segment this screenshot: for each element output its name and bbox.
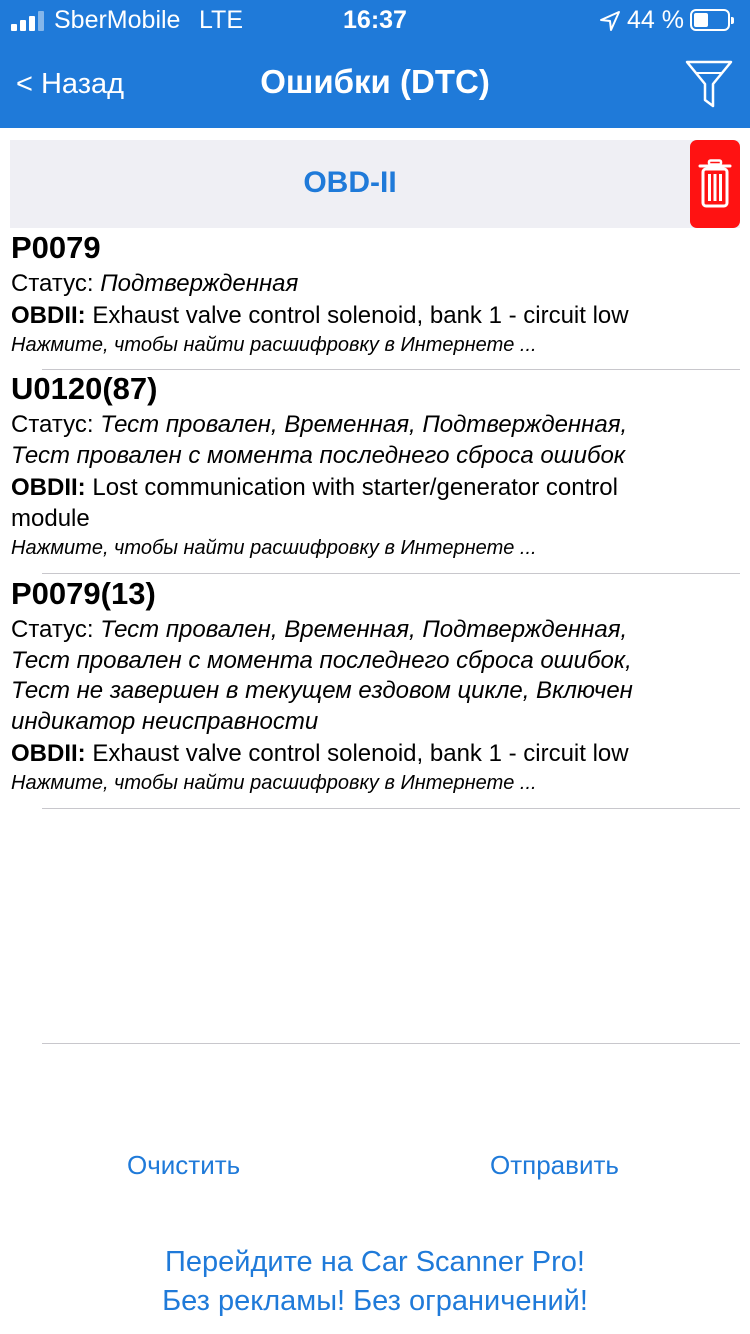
- lookup-hint: Нажмите, чтобы найти расшифровку в Интернете ...: [11, 334, 537, 356]
- page-title: Ошибки (DTC): [260, 63, 490, 100]
- dtc-status: [11, 268, 741, 299]
- status-text: Тест провален, Временная, Подтвержденная,: [100, 411, 628, 438]
- clock: 16:37: [343, 6, 407, 34]
- dtc-code: P0079: [11, 230, 101, 265]
- dtc-description-continued: [11, 503, 741, 534]
- status-text: Тест провален, Временная, Подтвержденная,: [100, 616, 628, 643]
- dtc-status-continued: [11, 675, 741, 706]
- divider: [42, 1043, 740, 1044]
- location-arrow-icon: [599, 10, 621, 32]
- lookup-hint: Нажмите, чтобы найти расшифровку в Интернете ...: [11, 772, 537, 794]
- dtc-description: [11, 300, 741, 331]
- dtc-item[interactable]: [0, 371, 750, 572]
- promo-link-subtitle[interactable]: Без рекламы! Без ограничений!: [162, 1285, 588, 1317]
- dtc-code: P0079(13): [11, 576, 156, 611]
- obd-label: OBDII:: [11, 740, 86, 767]
- status-text: Тест провален с момента последнего сброса ошибок,: [11, 647, 632, 674]
- promo-link[interactable]: Перейдите на Car Scanner Pro!: [165, 1246, 585, 1278]
- obd-label: OBDII:: [11, 474, 86, 501]
- status-label: Статус:: [11, 616, 94, 643]
- dtc-status: [11, 409, 741, 440]
- divider: [42, 369, 740, 370]
- status-label: Статус:: [11, 411, 94, 438]
- status-text: Тест провален с момента последнего сброса ошибок: [11, 442, 626, 469]
- status-text: Тест не завершен в текущем ездовом цикле, Включен: [11, 677, 633, 704]
- dtc-code: U0120(87): [11, 371, 158, 406]
- send-button[interactable]: Отправить: [490, 1150, 619, 1180]
- dtc-item[interactable]: [0, 576, 750, 806]
- dtc-description: [11, 472, 741, 503]
- carrier-name: SberMobile: [54, 6, 181, 34]
- description-text: Exhaust valve control solenoid, bank 1 - circuit low: [92, 302, 629, 329]
- dtc-description: [11, 738, 741, 769]
- back-button[interactable]: < Назад: [16, 68, 125, 100]
- dtc-item[interactable]: [0, 230, 750, 368]
- clear-button[interactable]: Очистить: [127, 1150, 241, 1180]
- status-text: индикатор неисправности: [11, 708, 319, 735]
- section-header: [10, 140, 740, 228]
- dtc-status-continued: [11, 706, 741, 737]
- description-text: Lost communication with starter/generator control: [92, 474, 618, 501]
- section-title: OBD-II: [303, 166, 397, 199]
- trash-icon: [697, 159, 733, 209]
- divider: [42, 573, 740, 574]
- divider: [42, 808, 740, 809]
- filter-icon[interactable]: [684, 58, 734, 110]
- obd-label: OBDII:: [11, 302, 86, 329]
- battery-percent: 44 %: [627, 6, 684, 34]
- status-bar: [0, 0, 750, 40]
- dtc-status-continued: [11, 440, 741, 471]
- description-text: Exhaust valve control solenoid, bank 1 - circuit low: [92, 740, 629, 767]
- delete-button[interactable]: [690, 140, 740, 228]
- battery-icon: [690, 9, 730, 31]
- status-text: Подтвержденная: [100, 270, 299, 297]
- description-text: module: [11, 505, 90, 532]
- network-type: LTE: [199, 6, 243, 34]
- dtc-status-continued: [11, 645, 741, 676]
- top-bar: [0, 0, 750, 128]
- status-label: Статус:: [11, 270, 94, 297]
- lookup-hint: Нажмите, чтобы найти расшифровку в Интернете ...: [11, 537, 537, 559]
- dtc-status: [11, 614, 741, 645]
